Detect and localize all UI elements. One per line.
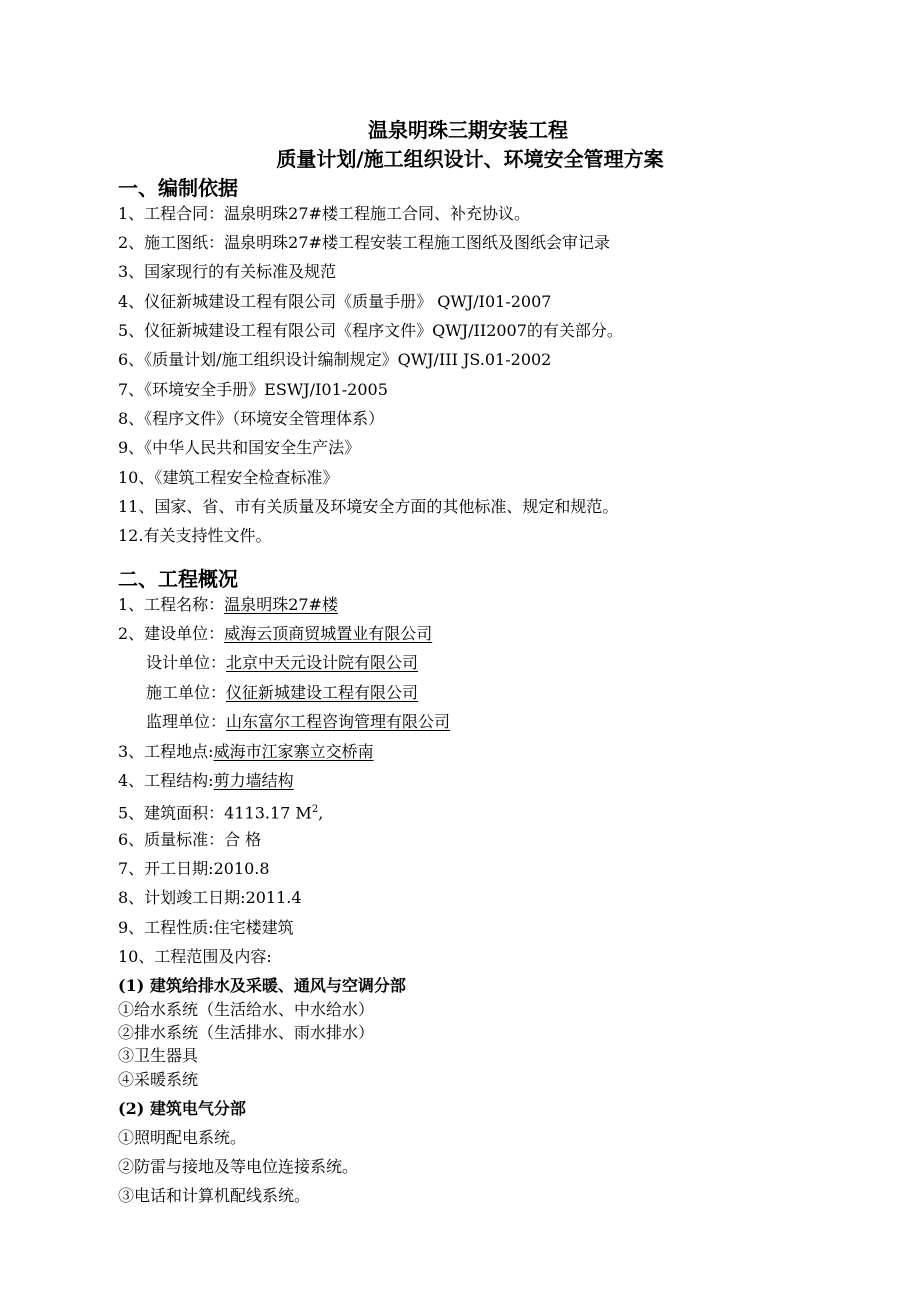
quality-row: 6、质量标准：合 格 [118, 830, 262, 849]
project-name-row [118, 595, 338, 615]
contractor-row [146, 683, 418, 703]
project-name-label: 1、工程名称： [118, 595, 225, 614]
supervisor-row [146, 712, 450, 732]
builder-row [118, 624, 432, 644]
end-date-row: 8、计划竣工日期:2011.4 [118, 888, 302, 907]
scope-row: 10、工程范围及内容: [118, 947, 272, 966]
builder-value: 威海云顶商贸城置业有限公司 [224, 624, 433, 643]
structure-label: 4、工程结构: [118, 771, 214, 790]
basis-item: 2、施工图纸：温泉明珠27#楼工程安装工程施工图纸及图纸会审记录 [118, 233, 610, 252]
designer-label: 设计单位： [146, 653, 227, 672]
location-value: 威海市江家寨立交桥南 [213, 742, 374, 761]
area-label: 5、建筑面积：4113.17 M [118, 803, 312, 823]
list-item: ②防雷与接地及等电位连接系统。 [118, 1157, 359, 1176]
designer-value: 北京中天元设计院有限公司 [226, 653, 419, 672]
list-item: ②排水系统（生活排水、雨水排水） [118, 1023, 375, 1042]
basis-item: 6、《质量计划/施工组织设计编制规定》QWJ/III JS.01-2002 [118, 350, 552, 369]
part1-heading: (1) 建筑给排水及采暖、通风与空调分部 [118, 976, 406, 995]
list-item: ①照明配电系统。 [118, 1128, 247, 1147]
list-item: ①给水系统（生活给水、中水给水） [118, 1000, 375, 1019]
start-date-row: 7、开工日期:2010.8 [118, 859, 270, 878]
basis-item: 7、《环境安全手册》ESWJ/I01-2005 [118, 380, 388, 399]
structure-value: 剪力墙结构 [213, 771, 294, 790]
basis-item: 10、《建筑工程安全检查标准》 [118, 468, 339, 487]
section1-heading: 一、编制依据 [118, 176, 238, 200]
basis-item: 9、《中华人民共和国安全生产法》 [118, 438, 361, 457]
contractor-label: 施工单位： [146, 683, 227, 702]
document-title: 温泉明珠三期安装工程 [368, 118, 568, 142]
project-name-value: 温泉明珠27#楼 [224, 595, 338, 614]
basis-item: 3、国家现行的有关标准及规范 [118, 262, 337, 281]
basis-item: 1、工程合同：温泉明珠27#楼工程施工合同、补充协议。 [118, 204, 530, 223]
area-tail: , [318, 803, 324, 823]
basis-item: 11、国家、省、市有关质量及环境安全方面的其他标准、规定和规范。 [118, 497, 619, 516]
location-row [118, 742, 374, 762]
list-item: ④采暖系统 [118, 1070, 199, 1089]
location-label: 3、工程地点: [118, 742, 214, 761]
section2-heading: 二、工程概况 [118, 567, 238, 591]
structure-row [118, 771, 294, 791]
area-superscript: 2 [311, 804, 319, 815]
basis-item: 5、仪征新城建设工程有限公司《程序文件》QWJ/II2007的有关部分。 [118, 321, 623, 340]
nature-row: 9、工程性质:住宅楼建筑 [118, 918, 294, 937]
contractor-value: 仪征新城建设工程有限公司 [226, 683, 419, 702]
area-row [118, 800, 323, 823]
list-item: ③电话和计算机配线系统。 [118, 1186, 311, 1205]
builder-label: 2、建设单位： [118, 624, 225, 643]
document-subtitle: 质量计划/施工组织设计、环境安全管理方案 [276, 147, 664, 171]
designer-row [146, 653, 418, 673]
basis-item: 12.有关支持性文件。 [118, 526, 272, 545]
basis-item: 8、《程序文件》（环境安全管理体系） [118, 409, 385, 428]
part2-heading: (2) 建筑电气分部 [118, 1099, 246, 1118]
supervisor-value: 山东富尔工程咨询管理有限公司 [226, 712, 451, 731]
basis-item: 4、仪征新城建设工程有限公司《质量手册》 QWJ/I01-2007 [118, 292, 552, 311]
list-item: ③卫生器具 [118, 1046, 199, 1065]
supervisor-label: 监理单位： [146, 712, 227, 731]
